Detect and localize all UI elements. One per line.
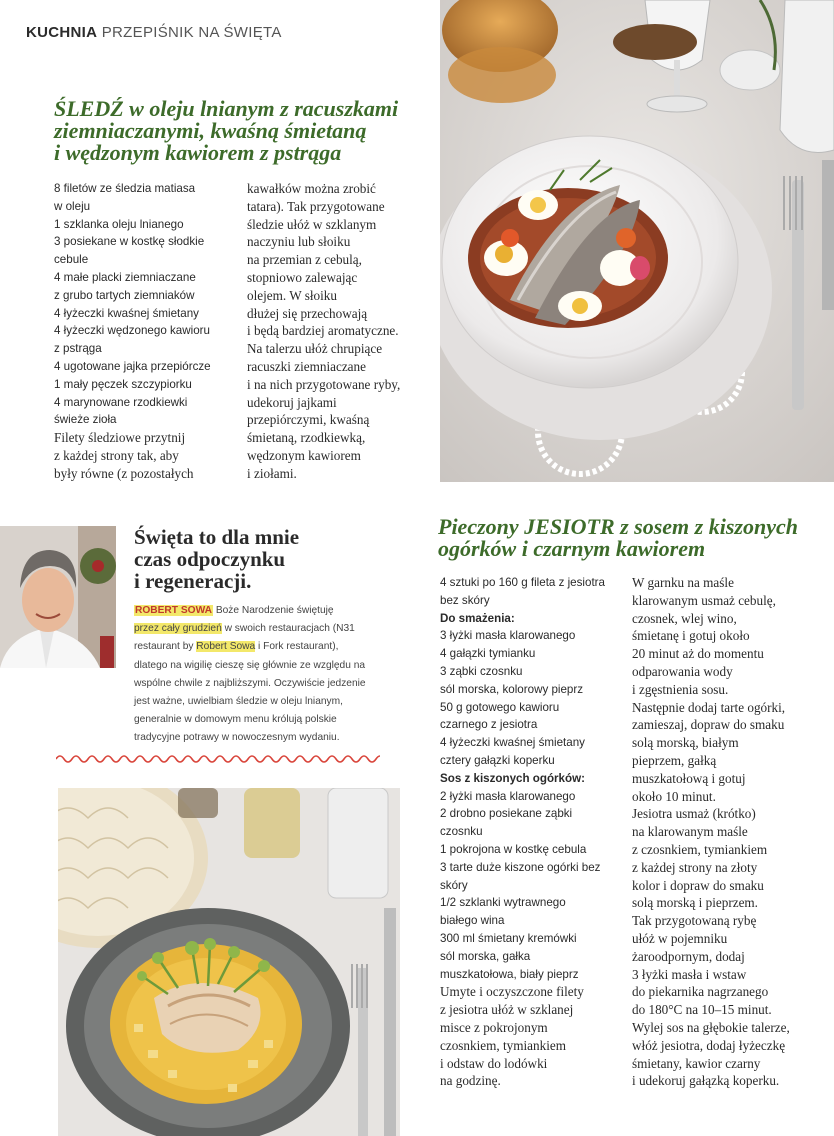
ingredient-line: 4 gałązki tymianku bbox=[440, 647, 536, 661]
text-line: i ziołami. bbox=[247, 465, 297, 481]
text-line: kolor i dopraw do smaku bbox=[632, 877, 764, 893]
ingredient-line: 3 tarte duże kiszone ogórki bez bbox=[440, 860, 601, 874]
section-subtitle: PRZEPIŚNIK NA ŚWIĘTA bbox=[101, 24, 282, 41]
text-line: z czosnkiem, tymiankiem bbox=[632, 841, 768, 857]
text-line: pieprzem, gałką bbox=[632, 752, 717, 768]
recipe1-title-line: ziemniaczanymi, kwaśną śmietaną bbox=[54, 118, 367, 143]
text-line: 1 szklanka oleju lnianego bbox=[54, 217, 184, 231]
ingredient-line: białego wina bbox=[440, 914, 505, 928]
text-line: W garnku na maśle bbox=[632, 575, 734, 590]
herring-dish-illustration bbox=[440, 0, 834, 482]
text-line: i odstaw do lodówki bbox=[440, 1055, 548, 1071]
chef-photo bbox=[0, 526, 116, 668]
ingredient-section-heading: Do smażenia: bbox=[440, 611, 515, 625]
ingredient-section-heading: Sos z kiszonych ogórków: bbox=[440, 771, 585, 785]
text-line: solą morską i pieprzem. bbox=[632, 895, 758, 911]
text-line: Następnie dodaj tarte ogórki, bbox=[632, 699, 786, 715]
text-line: misce z pokrojonym bbox=[440, 1019, 548, 1035]
ingredient-line: 3 ząbki czosnku bbox=[440, 664, 523, 678]
text-line: śmietanę i gotuj około bbox=[632, 628, 750, 644]
ingredient-line: skóry bbox=[440, 878, 468, 892]
bio-text: Boże Narodzenie świętuję bbox=[212, 605, 334, 616]
quote-line: czas odpoczynku bbox=[134, 547, 286, 571]
bio-text: restaurant by bbox=[134, 641, 197, 653]
text-line: Filety śledziowe przytnij bbox=[54, 430, 186, 446]
text-line: czosnek, wlej wino, bbox=[632, 610, 737, 626]
text-line: dlatego na wigilię cieszę się głównie ze względu na bbox=[134, 659, 366, 671]
ingredient-line: 1/2 szklanki wytrawnego bbox=[440, 896, 566, 910]
text-line: śmietany, kawior czarny bbox=[632, 1055, 761, 1071]
text-line: na przemian z cebulą, bbox=[247, 252, 362, 268]
recipe1-method bbox=[247, 180, 400, 483]
recipe2-title bbox=[438, 516, 798, 560]
text-line: na klarowanym maśle bbox=[632, 824, 748, 840]
recipe1-method-start bbox=[54, 429, 211, 482]
ingredient-line: 3 łyżki masła klarowanego bbox=[440, 629, 576, 643]
ingredient-line: 2 łyżki masła klarowanego bbox=[440, 789, 576, 803]
text-line: 4 łyżeczki wędzonego kawioru bbox=[54, 324, 210, 338]
text-line: żaroodpornym, dodaj bbox=[632, 948, 745, 964]
text-line: z jesiotra ułóż w szklanej bbox=[440, 1002, 574, 1018]
text-line: do 180°C na 10–15 minut. bbox=[632, 1002, 772, 1018]
text-line: jest ważne, uwielbiam śledzie w oleju lnianym, bbox=[134, 696, 343, 708]
recipe1-title bbox=[54, 98, 398, 164]
text-line: około 10 minut. bbox=[632, 788, 716, 804]
recipe1-left-column bbox=[54, 180, 211, 483]
text-line: z każdej strony tak, aby bbox=[54, 447, 179, 463]
text-line: dłużej się przechowają bbox=[247, 305, 368, 321]
text-line: 3 posiekane w kostkę słodkie bbox=[54, 235, 205, 249]
text-line: kawałków można zrobić bbox=[247, 181, 376, 196]
ingredient-line: muszkatołowa, biały pieprz bbox=[440, 967, 579, 981]
text-line: klarowanym usmaż cebulę, bbox=[632, 592, 776, 608]
recipe1-ingredients bbox=[54, 180, 211, 429]
recipe2-title-line: Pieczony JESIOTR z sosem z kiszonych bbox=[438, 514, 798, 539]
text-line: i zgęstnienia sosu. bbox=[632, 681, 729, 697]
text-line: 1 mały pęczek szczypiorku bbox=[54, 377, 192, 391]
text-line: śmietaną, rzodkiewką, bbox=[247, 430, 366, 446]
recipe2-left-column bbox=[440, 574, 605, 1090]
text-line: stopniowo zalewając bbox=[247, 269, 358, 285]
recipe1-title-line: i wędzonym kawiorem z pstrąga bbox=[54, 140, 342, 165]
text-line: zamieszaj, dopraw do smaku bbox=[632, 717, 785, 733]
text-line: racuszki ziemniaczane bbox=[247, 358, 366, 374]
text-line: z grubo tartych ziemniaków bbox=[54, 288, 195, 302]
recipe1-title-line: ŚLEDŹ w oleju lnianym z racuszkami bbox=[54, 96, 399, 121]
ingredient-line: 50 g gotowego kawioru bbox=[440, 700, 560, 714]
bio-text: w swoich restauracjach (N31 bbox=[221, 623, 355, 635]
text-line: wspólne chwile z najbliższymi. Oczywiście jedzenie bbox=[134, 677, 366, 689]
text-line: tatara). Tak przygotowane bbox=[247, 198, 385, 214]
text-line: Na talerzu ułóż chrupiące bbox=[247, 341, 383, 357]
ingredient-line: bez skóry bbox=[440, 593, 490, 607]
bio-text: i Fork restaurant), bbox=[255, 641, 339, 653]
recipe2-method-start bbox=[440, 983, 605, 1090]
ingredient-line: 2 drobno posiekane ząbki bbox=[440, 807, 573, 821]
ingredient-line: czarnego z jesiotra bbox=[440, 718, 538, 732]
text-line: z pstrąga bbox=[54, 342, 102, 356]
text-line: wędzonym kawiorem bbox=[247, 447, 361, 463]
section-header bbox=[26, 24, 282, 41]
text-line: 8 filetów ze śledzia matiasa bbox=[54, 182, 196, 195]
text-line: 20 minut aż do momentu bbox=[632, 646, 764, 662]
recipe2-method bbox=[632, 574, 790, 1090]
sturgeon-dish-photo bbox=[58, 788, 400, 1136]
section-name: KUCHNIA bbox=[26, 24, 98, 41]
text-line: 3 łyżki masła i wstaw bbox=[632, 966, 747, 982]
chef-bio bbox=[134, 602, 374, 748]
text-line: i udekoruj gałązką koperku. bbox=[632, 1073, 780, 1089]
chef-name: ROBERT SOWA bbox=[135, 605, 212, 616]
text-line: Jesiotra usmaż (krótko) bbox=[632, 806, 756, 822]
ingredient-line: czosnku bbox=[440, 825, 483, 839]
text-line: Umyte i oczyszczone filety bbox=[440, 984, 584, 1000]
text-line: śledzie ułóż w szklanym bbox=[247, 216, 377, 232]
quote-line: i regeneracji. bbox=[134, 569, 252, 593]
text-line: włóż jesiotra, dodaj łyżeczkę bbox=[632, 1037, 786, 1053]
text-line: 4 łyżeczki kwaśnej śmietany bbox=[54, 306, 199, 320]
bio-rest bbox=[134, 657, 374, 748]
ingredient-line: sól morska, gałka bbox=[440, 949, 531, 963]
text-line: do piekarnika nagrzanego bbox=[632, 984, 769, 1000]
quote-line: Święta to dla mnie bbox=[134, 525, 300, 549]
recipe2-ingredients bbox=[440, 574, 605, 983]
text-line: 4 marynowane rzodkiewki bbox=[54, 395, 188, 409]
text-line: solą morską, białym bbox=[632, 735, 739, 751]
ingredient-line: 4 sztuki po 160 g fileta z jesiotra bbox=[440, 576, 605, 589]
wavy-divider bbox=[56, 752, 380, 766]
text-line: olejem. W słoiku bbox=[247, 287, 337, 303]
sturgeon-dish-illustration bbox=[58, 788, 400, 1136]
text-line: tradycyjne potrawy w nowoczesnym wydaniu. bbox=[134, 732, 340, 744]
text-line: na godzinę. bbox=[440, 1073, 501, 1089]
text-line: świeże zioła bbox=[54, 413, 117, 427]
text-line: generalnie w domowym menu królują polskie bbox=[134, 714, 337, 726]
text-line: i będą bardziej aromatyczne. bbox=[247, 323, 399, 339]
chef-portrait bbox=[0, 526, 116, 668]
text-line: Tak przygotowaną rybę bbox=[632, 913, 757, 929]
text-line: 4 małe placki ziemniaczane bbox=[54, 270, 196, 284]
text-line: cebule bbox=[54, 253, 89, 267]
ingredient-line: cztery gałązki koperku bbox=[440, 753, 555, 767]
text-line: przepiórczymi, kwaśną bbox=[247, 412, 370, 428]
text-line: udekoruj jajkami bbox=[247, 394, 337, 410]
text-line: muszkatołową i gotuj bbox=[632, 770, 746, 786]
text-line: 4 ugotowane jajka przepiórcze bbox=[54, 359, 211, 373]
text-line: odparowania wody bbox=[632, 663, 733, 679]
bio-highlight: przez cały grudzień bbox=[134, 623, 222, 635]
text-line: i na nich przygotowane ryby, bbox=[247, 376, 401, 392]
ingredient-line: 4 łyżeczki kwaśnej śmietany bbox=[440, 736, 585, 750]
text-line: czosnkiem, tymiankiem bbox=[440, 1037, 566, 1053]
text-line: z każdej strony na złoty bbox=[632, 859, 758, 875]
chef-quote bbox=[134, 526, 299, 592]
text-line: w oleju bbox=[54, 199, 91, 213]
ingredient-line: 1 pokrojona w kostkę cebula bbox=[440, 842, 587, 856]
text-line: ułóż w pojemniku bbox=[632, 930, 728, 946]
herring-dish-photo bbox=[440, 0, 834, 482]
ingredient-line: 300 ml śmietany kremówki bbox=[440, 931, 577, 945]
ingredient-line: sól morska, kolorowy pieprz bbox=[440, 682, 584, 696]
text-line: były równe (z pozostałych bbox=[54, 465, 194, 481]
bio-highlight: Robert Sowa bbox=[196, 641, 256, 653]
text-line: naczyniu lub słoiku bbox=[247, 234, 351, 250]
text-line: Wylej sos na głębokie talerze, bbox=[632, 1019, 790, 1035]
recipe2-title-line: ogórków i czarnym kawiorem bbox=[438, 536, 706, 561]
